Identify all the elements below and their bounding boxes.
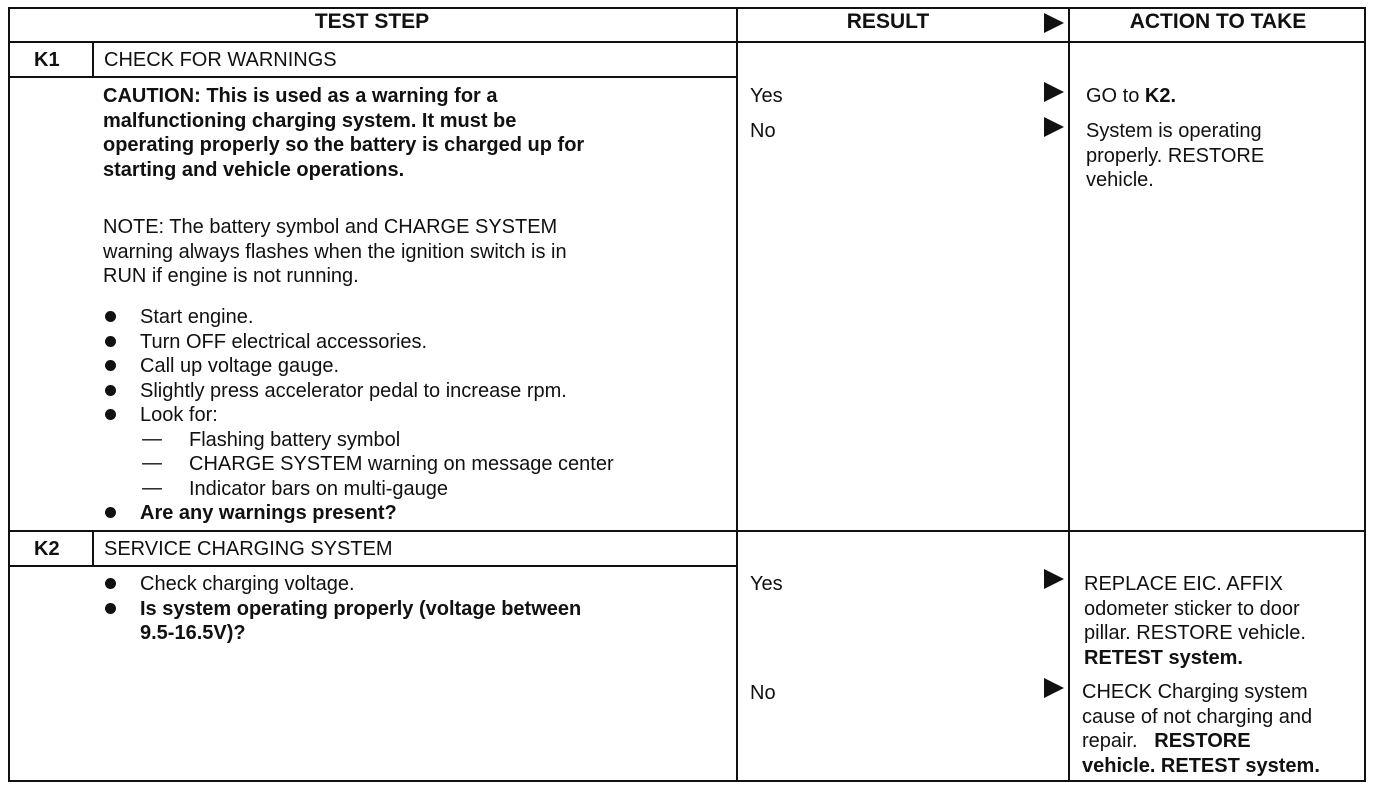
- k1-result-yes: Yes: [750, 85, 783, 107]
- k2-result-yes: Yes: [750, 573, 783, 595]
- k2-action-no-line-1: CHECK Charging system: [1082, 681, 1308, 703]
- k1-look-for-3: Indicator bars on multi-gauge: [189, 477, 449, 500]
- bullet-icon: [105, 409, 116, 420]
- k1-bullet-2: Turn OFF electrical accessories.: [140, 330, 428, 353]
- k1-action-yes: GO to K2.: [1086, 85, 1177, 107]
- k1-bullet-3: Call up voltage gauge.: [140, 355, 340, 377]
- k2-step-title: SERVICE CHARGING SYSTEM: [104, 538, 393, 560]
- k1-note-line-3: RUN if engine is not running.: [103, 265, 359, 287]
- k2-yes-arrow-icon: [1044, 569, 1064, 589]
- header-divider: [8, 41, 1366, 43]
- k2-action-no-line-4: vehicle. RETEST system.: [1082, 754, 1320, 777]
- k1-note-line-1: NOTE: The battery symbol and CHARGE SYSTEM: [103, 216, 558, 238]
- bullet-icon: [105, 311, 116, 322]
- column-divider-result: [736, 7, 738, 782]
- header-result: RESULT: [846, 10, 930, 33]
- k1-look-for-1: Flashing battery symbol: [189, 428, 401, 451]
- k1-note-line-2: warning always flashes when the ignition switch is in: [103, 240, 567, 263]
- k1-look-for-2: CHARGE SYSTEM warning on message center: [189, 453, 614, 475]
- dash-icon: —: [142, 452, 162, 474]
- dash-icon: —: [142, 476, 162, 499]
- k1-action-no-line-2: properly. RESTORE: [1086, 144, 1265, 167]
- k2-result-no: No: [750, 682, 776, 704]
- k1-no-arrow-icon: [1044, 117, 1064, 137]
- k2-title-underline: [8, 565, 738, 567]
- k1-action-no-line-1: System is operating: [1086, 120, 1262, 142]
- k1-caution-line-3: operating properly so the battery is charged up for: [103, 134, 585, 156]
- k2-no-arrow-icon: [1044, 678, 1064, 698]
- k1-action-yes-target: K2.: [1144, 85, 1177, 107]
- header-test-step: TEST STEP: [314, 10, 430, 33]
- k1-title-underline: [8, 76, 738, 78]
- k1-yes-arrow-icon: [1044, 82, 1064, 102]
- k1-id-divider: [92, 41, 94, 78]
- k1-question: Are any warnings present?: [140, 502, 397, 524]
- k2-bullet-2-line-2: 9.5-16.5V)?: [140, 622, 246, 644]
- k1-bullet-1: Start engine.: [140, 306, 254, 328]
- column-divider-action: [1068, 7, 1070, 782]
- k1-bullet-5: Look for:: [140, 404, 218, 426]
- k2-action-no-line-3: repair. RESTORE: [1082, 730, 1251, 752]
- k2-action-no-line-2: cause of not charging and: [1082, 705, 1313, 728]
- header-action: ACTION TO TAKE: [1129, 10, 1307, 33]
- k2-bullet-1: Check charging voltage.: [140, 573, 355, 595]
- k2-section-divider: [8, 530, 1366, 532]
- dash-icon: —: [142, 427, 162, 450]
- k2-action-no-restore: RESTORE: [1154, 730, 1251, 752]
- k1-step-title: CHECK FOR WARNINGS: [104, 49, 337, 71]
- k1-action-no-line-3: vehicle.: [1086, 169, 1154, 191]
- k2-id-divider: [92, 530, 94, 567]
- bullet-icon: [105, 507, 116, 518]
- k2-step-id: K2: [34, 538, 60, 560]
- k1-step-id: K1: [34, 49, 60, 71]
- bullet-icon: [105, 385, 116, 396]
- k1-caution-line-4: starting and vehicle operations.: [103, 158, 405, 181]
- k1-bullet-4: Slightly press accelerator pedal to increase rpm.: [140, 379, 567, 402]
- k1-caution-line-1: CAUTION: This is used as a warning for a: [103, 85, 498, 107]
- header-arrow-icon: [1044, 13, 1064, 33]
- bullet-icon: [105, 603, 116, 614]
- k1-result-no: No: [750, 120, 776, 142]
- k2-action-yes-line-2: odometer sticker to door: [1084, 597, 1300, 620]
- bullet-icon: [105, 360, 116, 371]
- k2-action-yes-line-1: REPLACE EIC. AFFIX: [1084, 573, 1283, 595]
- k2-bullet-2-line-1: Is system operating properly (voltage between: [140, 597, 582, 620]
- bullet-icon: [105, 578, 116, 589]
- k1-caution-line-2: malfunctioning charging system. It must be: [103, 109, 517, 132]
- k2-action-yes-line-4: RETEST system.: [1084, 646, 1243, 669]
- bullet-icon: [105, 336, 116, 347]
- k2-action-yes-line-3: pillar. RESTORE vehicle.: [1084, 622, 1306, 644]
